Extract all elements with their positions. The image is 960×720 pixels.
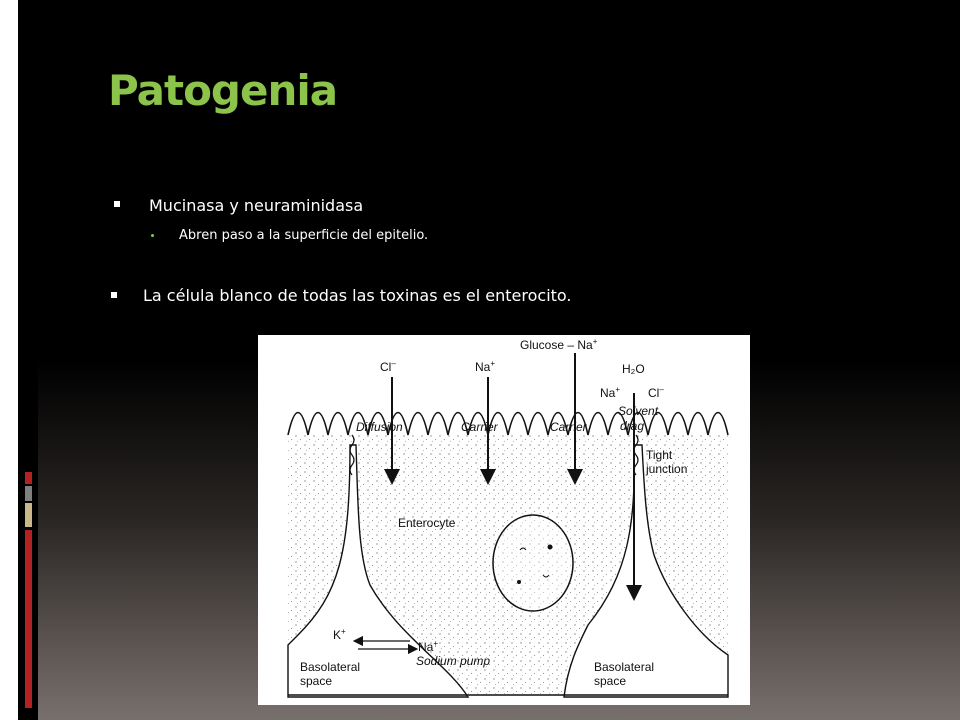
- svg-text:Carrier: Carrier: [461, 420, 498, 434]
- svg-text:Basolateral: Basolateral: [594, 660, 655, 674]
- svg-text:space: space: [594, 674, 627, 688]
- sub-bullet-abren: Abren paso a la superficie del epitelio.: [179, 228, 429, 243]
- svg-text:space: space: [300, 674, 333, 688]
- decor-red-line-1: [25, 472, 32, 484]
- svg-text:drag: drag: [620, 419, 645, 433]
- bullet-marker: [111, 292, 117, 298]
- page-title: Patogenia: [108, 66, 338, 115]
- enterocyte-diagram-svg: [258, 335, 750, 705]
- svg-text:Carrier: Carrier: [550, 420, 587, 434]
- svg-text:Na+: Na+: [600, 385, 621, 400]
- svg-text:Cl–: Cl–: [648, 385, 664, 400]
- svg-text:K+: K+: [333, 627, 346, 642]
- svg-text:Diffusion: Diffusion: [356, 420, 403, 434]
- svg-text:Enterocyte: Enterocyte: [398, 516, 456, 530]
- svg-text:H₂O: H₂O: [622, 362, 645, 376]
- sub-bullet-marker: [151, 234, 154, 237]
- bullet-mucinasa: Mucinasa y neuraminidasa: [149, 196, 364, 215]
- svg-text:Na+: Na+: [475, 359, 496, 374]
- microvilli: [288, 413, 728, 436]
- decor-red-line-2: [25, 530, 32, 708]
- decor-gray-block: [25, 486, 32, 501]
- svg-text:Solvent: Solvent: [618, 404, 659, 418]
- enterocyte-diagram: [258, 335, 750, 705]
- decor-tan-block: [25, 503, 32, 527]
- svg-text:Cl–: Cl–: [380, 359, 396, 374]
- svg-text:junction: junction: [646, 462, 688, 476]
- svg-text:Tight: Tight: [646, 448, 673, 462]
- bullet-celula-blanco: La célula blanco de todas las toxinas es el enterocito.: [143, 286, 572, 305]
- svg-text:Basolateral: Basolateral: [300, 660, 361, 674]
- left-decor-strip: [0, 0, 38, 720]
- svg-text:Na+: Na+: [418, 639, 439, 654]
- svg-text:Sodium pump: Sodium pump: [416, 654, 491, 668]
- bullet-marker: [114, 201, 120, 207]
- svg-text:Glucose – Na+: Glucose – Na+: [520, 337, 598, 352]
